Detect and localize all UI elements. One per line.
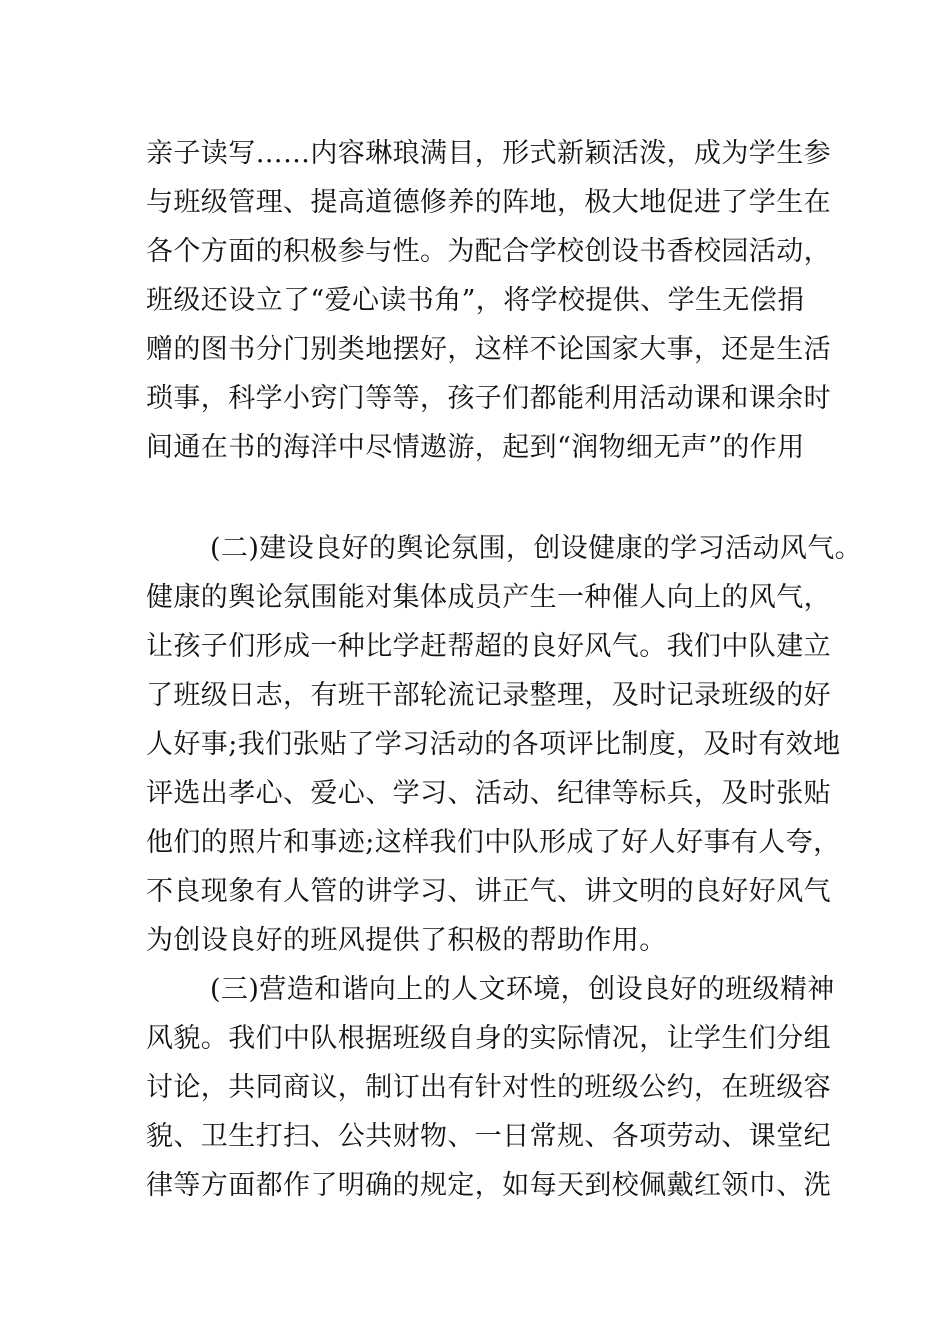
text-line-2: 与班级管理、提高道德修养的阵地，极大地促进了学生在 bbox=[146, 187, 831, 218]
text-line-1: 亲子读写……内容琳琅满目，形式新颖活泼，成为学生参 bbox=[146, 138, 831, 169]
text-line-11: 了班级日志，有班干部轮流记录整理，及时记录班级的好 bbox=[146, 680, 831, 711]
text-line-21: 律等方面都作了明确的规定，如每天到校佩戴红领巾、洗 bbox=[146, 1170, 831, 1201]
text-line-16: 为创设良好的班风提供了积极的帮助作用。 bbox=[146, 925, 667, 956]
text-line-7: 间通在书的海洋中尽情遨游，起到“润物细无声”的作用 bbox=[146, 432, 805, 463]
text-line-18: 风貌。我们中队根据班级自身的实际情况，让学生们分组 bbox=[146, 1023, 831, 1054]
text-line-6: 琐事，科学小窍门等等，孩子们都能利用活动课和课余时 bbox=[146, 383, 831, 414]
text-line-3: 各个方面的积极参与性。为配合学校创设书香校园活动， bbox=[146, 236, 831, 267]
text-line-19: 讨论，共同商议，制订出有针对性的班级公约，在班级容 bbox=[146, 1072, 831, 1103]
text-line-15: 不良现象有人管的讲学习、讲正气、讲文明的良好好风气 bbox=[146, 876, 831, 907]
text-line-13: 评选出孝心、爱心、学习、活动、纪律等标兵，及时张贴 bbox=[146, 778, 831, 809]
text-line-20: 貌、卫生打扫、公共财物、一日常规、各项劳动、课堂纪 bbox=[146, 1121, 831, 1152]
text-line-4: 班级还设立了“爱心读书角”，将学校提供、学生无偿捐 bbox=[146, 285, 805, 316]
text-line-14: 他们的照片和事迹;这样我们中队形成了好人好事有人夸， bbox=[146, 827, 841, 858]
section-heading-2: (二)建设良好的舆论氛围，创设健康的学习活动风气。 bbox=[210, 533, 863, 564]
text-line-12: 人好事;我们张贴了学习活动的各项评比制度，及时有效地 bbox=[146, 729, 841, 760]
text-line-10: 让孩子们形成一种比学赶帮超的良好风气。我们中队建立 bbox=[146, 631, 831, 662]
text-line-5: 赠的图书分门别类地摆好，这样不论国家大事，还是生活 bbox=[146, 334, 831, 365]
text-line-9: 健康的舆论氛围能对集体成员产生一种催人向上的风气， bbox=[146, 582, 831, 613]
section-heading-3: (三)营造和谐向上的人文环境，创设良好的班级精神 bbox=[210, 974, 835, 1005]
